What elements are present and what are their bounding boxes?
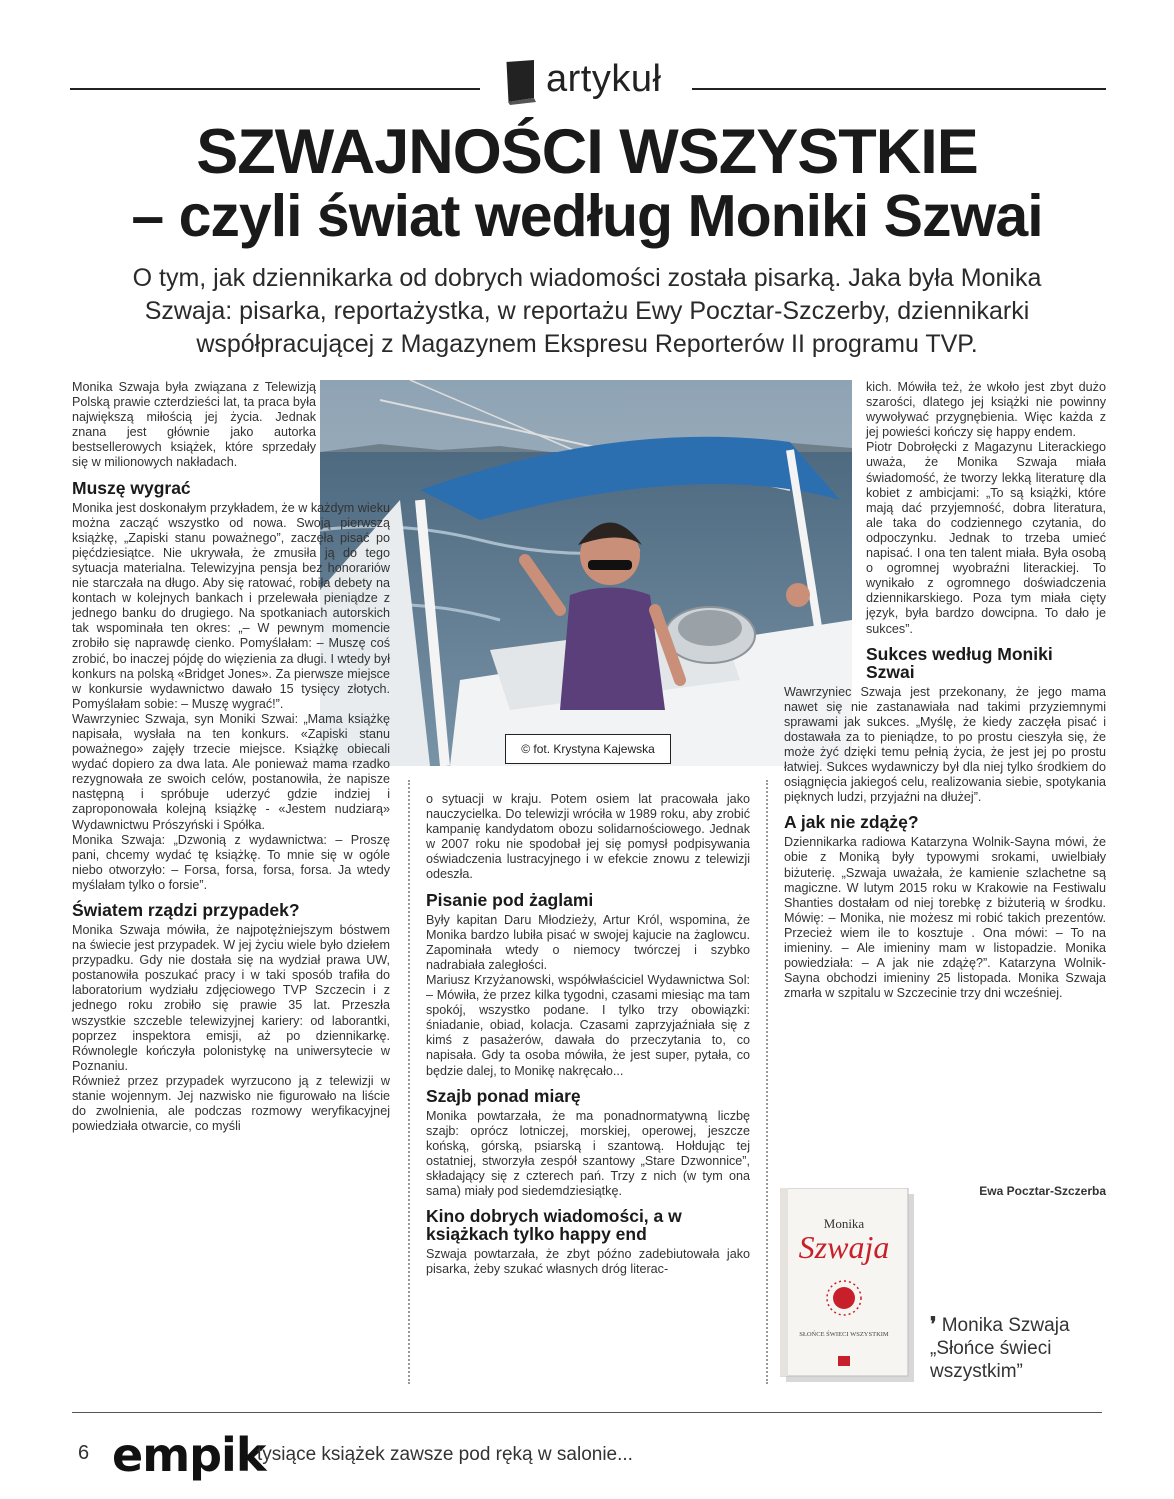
lead-paragraph xyxy=(70,262,1104,361)
paragraph: Wawrzyniec Szwaja, syn Moniki Szwai: „Mama książkę napisała, wysłała na ten konkurs. «Zapiski stanu poważnego» zajęły trzecie miejsce. Książkę obiecali wydać dopiero za dwa lata. Ale ponieważ mama rzadko rezygnowała ze swoich celów, postanowiła, że napisze następną i spróbuje uderzyć gdzie indziej i zaproponowała kolejną książkę - «Jestem nudziarą» Wydawnictwu Prószyński i Spółka. xyxy=(72,711,390,832)
book-quote xyxy=(930,1314,1070,1383)
subheading: Sukces według Moniki Szwai xyxy=(866,643,1053,682)
author-signature: Ewa Pocztar-Szczerba xyxy=(979,1184,1106,1198)
column-divider xyxy=(766,780,768,1384)
subheading: Kino dobrych wiadomości, a w książkach tylko happy end xyxy=(426,1206,682,1245)
paragraph: Monika Szwaja mówiła, że najpotężniejszym bóstwem na świecie jest przypadek. W jej życiu wiele było dziełem przypadku. Gdy nie dostała się na wydział prawa UW, postanowiła poszukać pracy i w taki sposób trafiła do laboratorium wydziału zdjęciowego TVP Szczecin i z jednego roku zrobiło się prawie 35 lat. Przeszła wszystkie szczeble telewizyjnej kariery: od laborantki, poprzez inspektora emisji, aż po dziennikarkę. Równolegle kończyła polonistykę na uniwersytecie w Poznaniu. xyxy=(72,923,390,1073)
article-photo xyxy=(320,380,852,766)
paragraph: Wawrzyniec Szwaja jest przekonany, że jego mama nawet się nie zastanawiała nad takimi przyziemnymi sprawami jak sukces. „Myślę, że kiedy zaczęła pisać i dostawała za to pieniądze, to po prostu cieszyła się, że może żyć dzięki temu pełnią życia, że jest jej po prostu łatwiej. Sukces wydawniczy był dla niej tylko środkiem do osiągnięcia jakiegoś celu, realizowania siebie, spotykania pięknych ludzi, przyjaźni na dłużej”. xyxy=(784,684,1106,805)
book-title: SŁOŃCE ŚWIECI WSZYSTKIM xyxy=(799,1331,889,1338)
column-1 xyxy=(72,380,390,1134)
subheading: Muszę wygrać xyxy=(72,477,191,498)
section-label xyxy=(500,58,690,104)
quote-title: wszystkim” xyxy=(930,1361,1023,1382)
paragraph: o sytuacji w kraju. Potem osiem lat pracowała jako nauczycielka. Do telewizji wróciła w 1989 roku, aby zrobić kampanię kandydatom obozu solidarnościowego. Jednak w 2007 roku nie spodobał jej się pomysł podpisywania oświadczenia lustracyjnego i w efekcie znowu z telewizji odeszła. xyxy=(426,792,750,882)
sailing-photo xyxy=(320,380,852,766)
column-2 xyxy=(426,792,750,1277)
paragraph: Szwaja powtarzała, że zbyt późno zadebiutowała jako pisarka, żeby szukać własnych dróg literac- xyxy=(426,1247,750,1277)
column-divider xyxy=(408,780,410,1384)
quote-icon: ❜ xyxy=(930,1314,937,1336)
paragraph: Monika Szwaja: „Dzwonią z wydawnictwa: – Proszę pani, chcemy wydać tę książkę. To mnie się w ogóle niebo otworzyło: – Forsa, forsa, forsa, forsa. Ja wtedy myślałam tylko o forsie”. xyxy=(72,832,390,892)
paragraph: Również przez przypadek wyrzucono ją z telewizji w stanie wojennym. Jej nazwisko nie figurowało na liście do zwolnienia, ale podczas rozmowy weryfikacyjnej powiedziała otwarcie, co myśli xyxy=(72,1073,390,1134)
lead-line: O tym, jak dziennikarka od dobrych wiadomości została pisarką. Jaka była Monika xyxy=(132,264,1042,292)
header-rule-right xyxy=(692,88,1106,90)
footer-rule xyxy=(72,1412,1102,1413)
empik-logo: empik xyxy=(112,1428,266,1482)
paragraph: kich. Mówiła też, że wkoło jest zbyt dużo szarości, dlatego jej książki nie powinny wywoływać przygnębienia. Więc każda z jej powieści kończy się happy endem. xyxy=(866,380,1106,440)
paragraph: Monika jest doskonałym przykładem, że w każdym wieku można zacząć wszystko od nowa. Swoją pierwszą książkę, „Zapiski stanu poważnego”, zaczęła pisać po pięćdziesiątce. Nie ukrywała, że zmusiła ją do tego sytuacja materialna. Telewizyjna pensja bez honorariów nie starczała na długo. Aby się ratować, robiła debety na kontach w kolejnych bankach i przelewała pieniądze z jednego banku do drugiego. Na spotkaniach autorskich tak wspominała ten okres: „– W pewnym momencie zrobiło się naprawdę cienko. Pomyślałam: – Muszę coś zrobić, bo inaczej pójdę do więzienia za długi. I wtedy był konkurs na polską «Bridget Jones». Za pierwsze miejsce w konkursie wydawnictwo dawało 15 tysięcy złotych. Pomyślałam sobie: – Muszę wygrać!”. xyxy=(72,500,390,711)
subheading: Światem rządzi przypadek? xyxy=(72,900,300,920)
subheading: Szajb ponad miarę xyxy=(426,1085,581,1106)
book-icon xyxy=(500,58,542,106)
paragraph: Monika powtarzała, że ma ponadnormatywną liczbę szajb: oprócz lotniczej, morskiej, operowej, jeszcze końską, górską, psiarską i szantową. Hołdując tej ostatniej, stworzyła zespół szantowy „Stare Dzwonnice”, składający się z czterech pań. Trzy z nich (w tym ona sama) miały pod siedemdziesiątkę. xyxy=(426,1108,750,1199)
column-3 xyxy=(784,380,1106,1001)
photo-caption: © fot. Krystyna Kajewska xyxy=(505,734,671,764)
lead-line: współpracującej z Magazynem Ekspresu Reporterów II programu TVP. xyxy=(196,330,978,358)
paragraph: Monika Szwaja była związana z Telewizją Polską prawie czterdzieści lat, ta praca była największą miłością jej życia. Jednak znana jest głównie jako autorka bestsellerowych książek, które sprzedały się w milionowych nakładach. xyxy=(72,380,316,470)
column-3-narrow xyxy=(866,380,1106,681)
section-label-text: artykuł xyxy=(546,58,662,100)
subheading: Pisanie pod żaglami xyxy=(426,889,594,910)
footer-tagline: tysiące książek zawsze pod ręką w salonie... xyxy=(257,1444,633,1465)
paragraph: Dziennikarka radiowa Katarzyna Wolnik-Sayna mówi, że obie z Moniką były typowymi srokami, uwielbiały biżuterię. „Szwaja uważała, że kamienie szlachetne są magiczne. W lutym 2015 roku w Krakowie na Festiwalu Shanties dostałam od niej torebkę z biżuterią w środku. Mówię: – Monika, nie możesz mi robić takich prezentów. Przecież wiem ile to kosztuje . Ona mówi: – To na imieniny. – Ale imieniny mam w listopadzie. Monika powiedziała: – A jak nie zdążę?”. Katarzyna Wolnik-Sayna obchodzi imieniny 25 listopada. Monika Szwaja zmarła w szpitalu w Szczecinie trzy dni wcześniej. xyxy=(784,835,1106,1001)
book-cover xyxy=(780,1188,916,1384)
header-rule-left xyxy=(70,88,480,90)
paragraph: Mariusz Krzyżanowski, współwłaściciel Wydawnictwa Sol: – Mówiła, że przez kilka tygodni, czasami miesiąc ma tam spokój, wszystko podane. I tylko trzy obowiązki: śniadanie, obiad, kolacja. Czasami zaprzyjaźniała się z kimś z pasażerów, dawała do przeczytania to, co napisała. Gdy ta osoba mówiła, że jest super, pytała, co będzie dalej, to Monikę nakręcało... xyxy=(426,972,750,1078)
headline-line-2: – czyli świat według Moniki Szwai xyxy=(131,183,1043,249)
page-number: 6 xyxy=(78,1442,90,1464)
paragraph: Były kapitan Daru Młodzieży, Artur Król, wspomina, że Monika bardzo lubiła pisać w swojej kajucie na żaglowcu. Zapominała wtedy o niemocy twórczej i szybko nadrabiała zaległości. xyxy=(426,912,750,972)
book-author-last: Szwaja xyxy=(798,1229,890,1265)
quote-title: „Słońce świeci xyxy=(930,1338,1052,1359)
paragraph: Piotr Dobrołęcki z Magazynu Literackiego uważa, że Monika Szwaja miała świadomość, że tworzy lekką literaturę dla kobiet z ambicjami: „To są książki, które mają dać przyjemność, dobra literatura, ale taka do codziennego czytania, do odpoczynku. Jednak to trzeba umieć napisać. I ona ten talent miała. Była osobą o ogromnej wyobraźni literackiej. To wynikało z ogromnego doświadczenia dziennikarskiego. Poza tym miała cięty język, była bardzo dowcipna. To dało je sukces”. xyxy=(866,440,1106,636)
lead-line: Szwaja: pisarka, reportażystka, w reportażu Ewy Pocztar-Szczerby, dziennikarki xyxy=(144,297,1030,325)
subheading: A jak nie zdążę? xyxy=(784,812,919,833)
quote-author: Monika Szwaja xyxy=(941,1315,1070,1336)
headline-line-1: SZWAJNOŚCI WSZYSTKIE xyxy=(196,117,978,187)
book-author-first: Monika xyxy=(823,1216,865,1231)
